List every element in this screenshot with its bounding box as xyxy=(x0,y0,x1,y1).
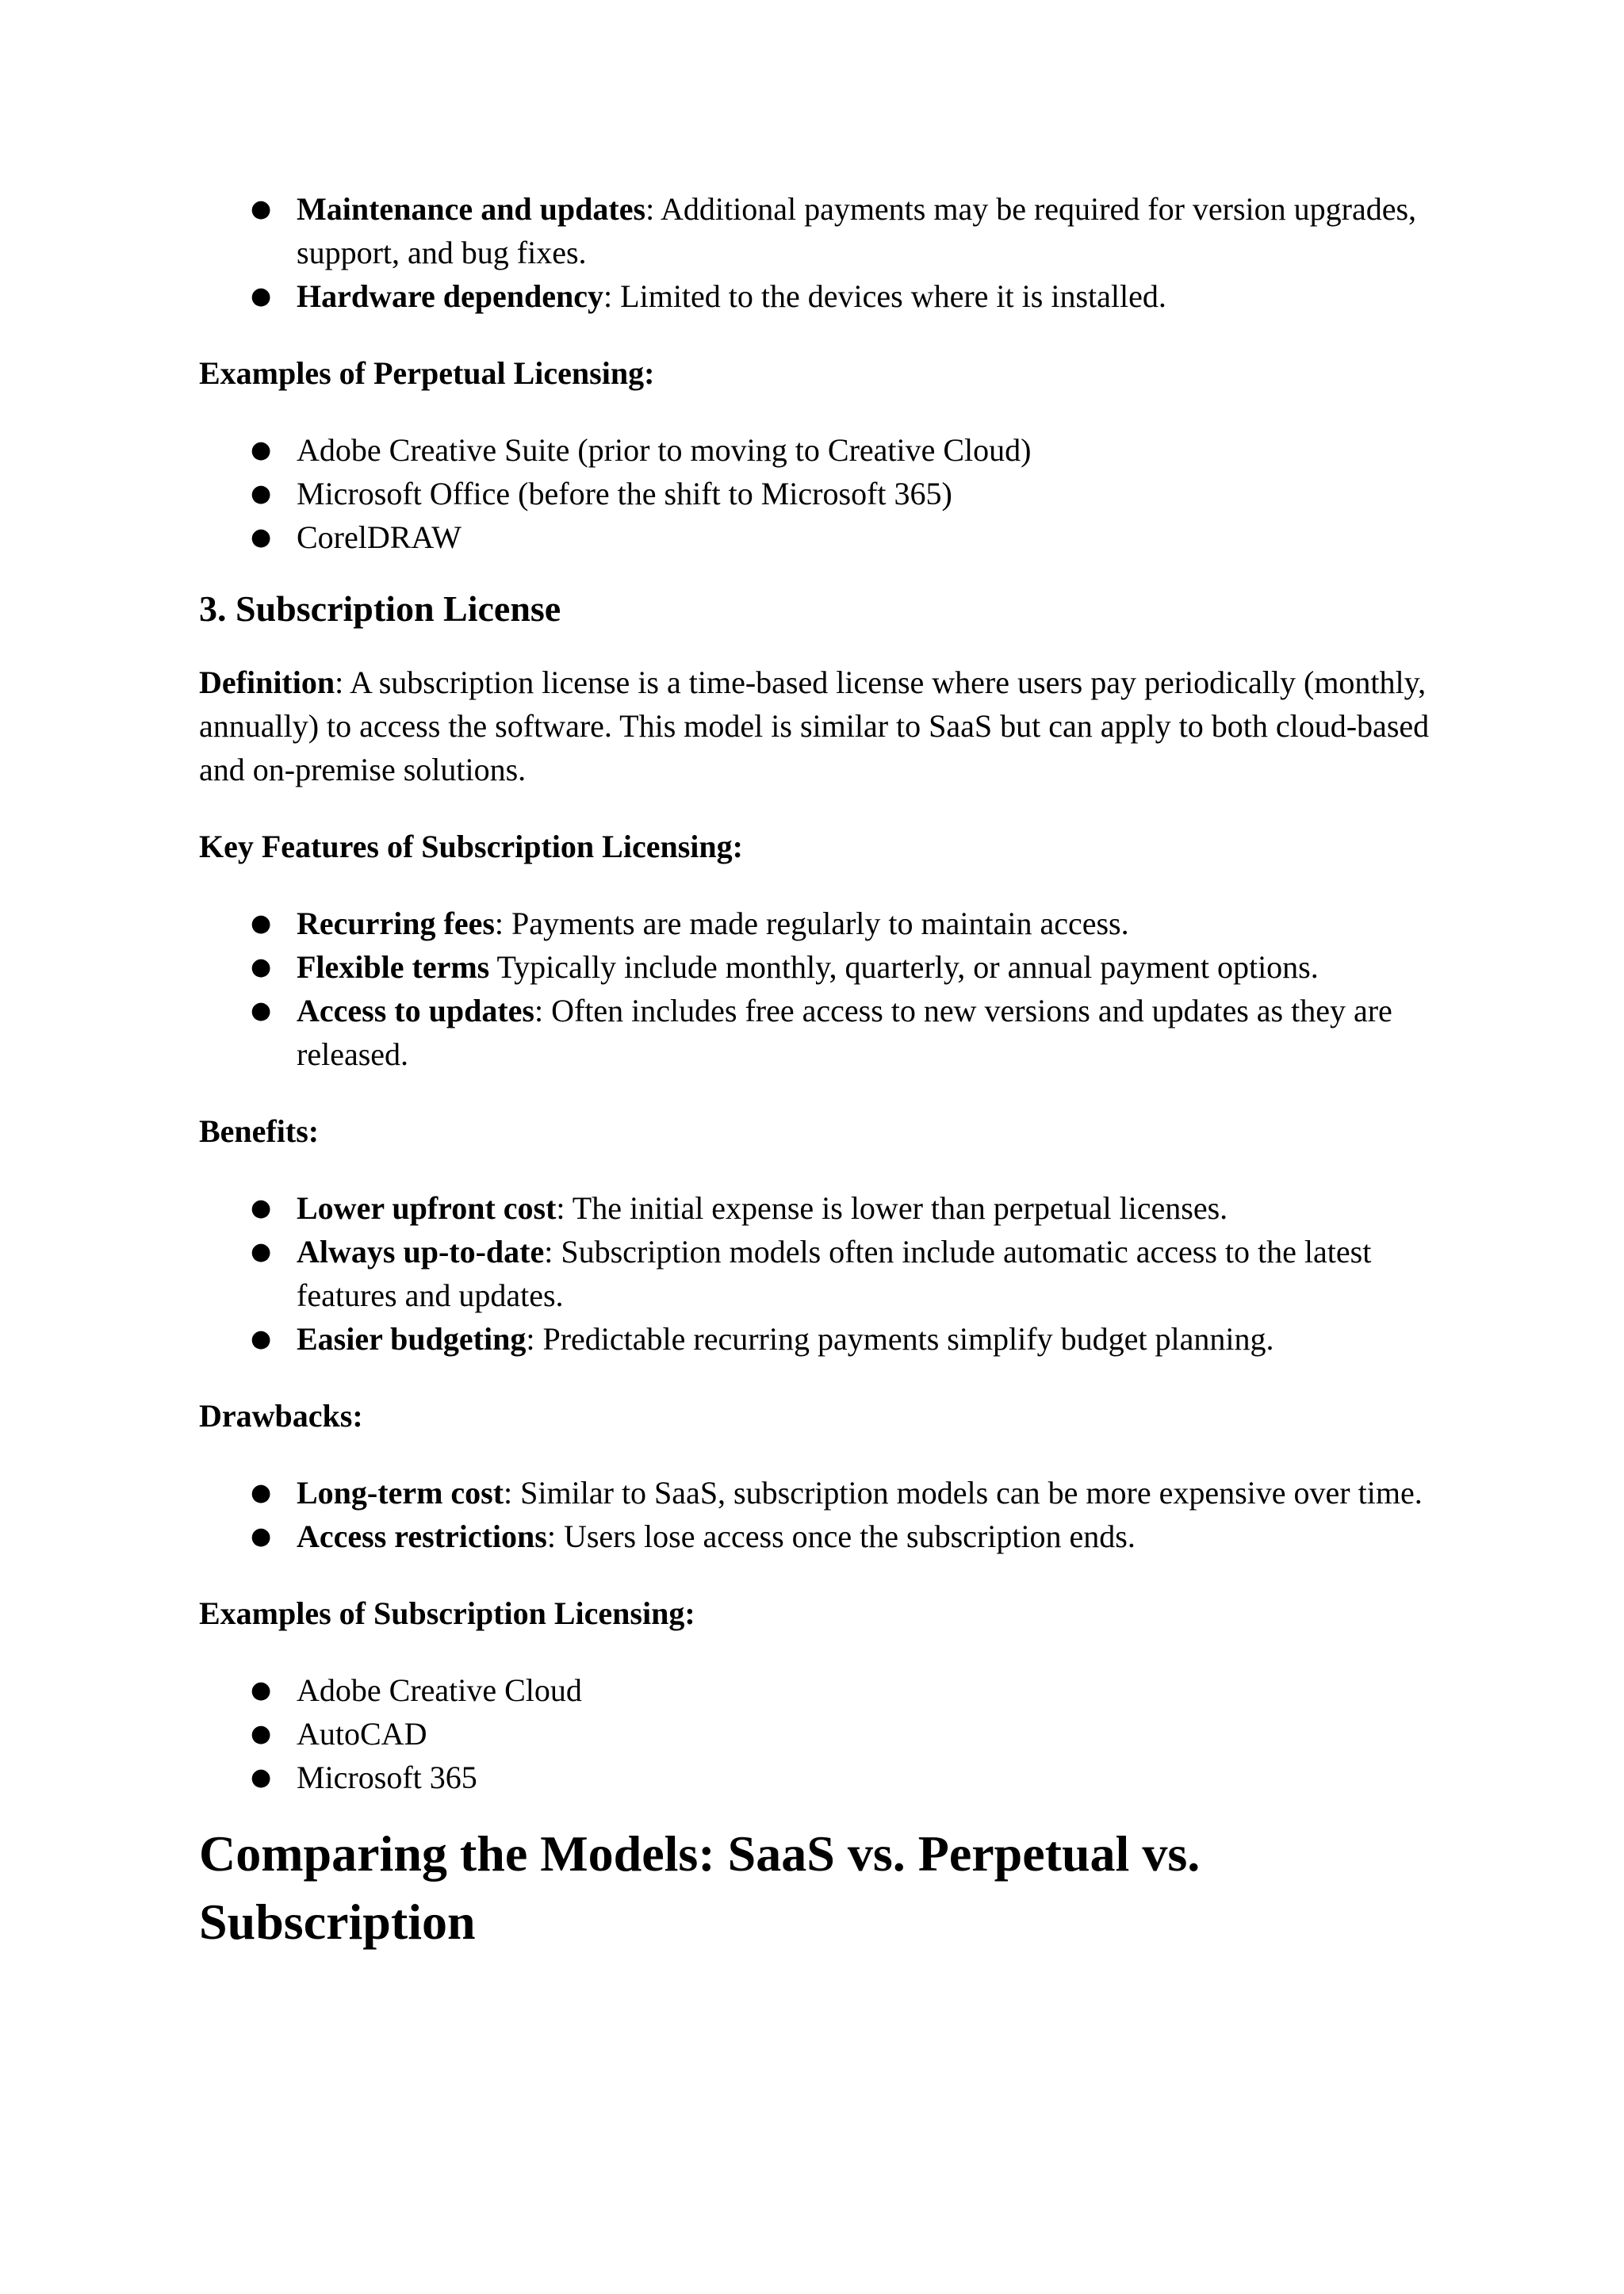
list-item xyxy=(199,1515,1436,1558)
item-term: Lower upfront cost xyxy=(297,1190,557,1226)
bullet-icon: ● xyxy=(251,1522,272,1550)
item-separator: : xyxy=(645,191,661,227)
item-term: Always up-to-date xyxy=(297,1234,545,1270)
list-item xyxy=(199,989,1436,1076)
benefits-heading: Benefits: xyxy=(199,1113,320,1149)
bullet-icon: ● xyxy=(251,997,272,1024)
drawbacks-list xyxy=(199,1471,1436,1558)
subscription-definition xyxy=(199,661,1436,791)
item-separator: : xyxy=(534,993,552,1028)
list-item xyxy=(199,515,1436,559)
item-term: Access to updates xyxy=(297,993,534,1028)
list-item xyxy=(199,187,1436,274)
bullet-icon: ● xyxy=(251,1764,272,1791)
item-text: CorelDRAW xyxy=(297,519,462,555)
bullet-icon: ● xyxy=(251,282,272,310)
item-term: Recurring fees xyxy=(297,906,495,941)
item-separator: : xyxy=(526,1321,543,1357)
bullet-icon: ● xyxy=(251,523,272,551)
definition-text: : A subscription license is a time-based license where users pay periodically (monthly, annually) to access the software. This model is similar to SaaS but can apply to both cloud-based and on-premise solutions. xyxy=(199,664,1430,787)
list-item xyxy=(199,472,1436,515)
item-term: Easier budgeting xyxy=(297,1321,527,1357)
list-item xyxy=(199,945,1436,989)
list-item xyxy=(199,1471,1436,1515)
list-item xyxy=(199,1668,1436,1712)
item-text: Microsoft Office (before the shift to Microsoft 365) xyxy=(297,476,952,511)
drawbacks-heading: Drawbacks: xyxy=(199,1398,363,1434)
subscription-examples-heading: Examples of Subscription Licensing: xyxy=(199,1595,695,1631)
item-term: Long-term cost xyxy=(297,1475,504,1511)
bullet-icon: ● xyxy=(251,1676,272,1704)
list-item xyxy=(199,1712,1436,1756)
list-item xyxy=(199,1756,1436,1799)
list-item xyxy=(199,1230,1436,1317)
document-page xyxy=(199,187,1436,1956)
list-item xyxy=(199,1317,1436,1361)
item-text: Predictable recurring payments simplify budget planning. xyxy=(542,1321,1274,1357)
bullet-icon: ● xyxy=(251,480,272,507)
list-item xyxy=(199,1186,1436,1230)
bullet-icon: ● xyxy=(251,436,272,464)
item-separator: : xyxy=(504,1475,521,1511)
item-text: Limited to the devices where it is installed. xyxy=(620,278,1166,314)
item-term: Hardware dependency xyxy=(297,278,604,314)
item-term: Maintenance and updates xyxy=(297,191,646,227)
item-text: Typically include monthly, quarterly, or annual payment options. xyxy=(496,949,1319,985)
item-text: Microsoft 365 xyxy=(297,1760,477,1795)
list-item xyxy=(199,428,1436,472)
bullet-icon: ● xyxy=(251,910,272,937)
definition-term: Definition xyxy=(199,664,335,700)
item-separator xyxy=(489,949,496,985)
features-list xyxy=(199,902,1436,1076)
bullet-icon: ● xyxy=(251,1479,272,1507)
bullet-icon: ● xyxy=(251,1325,272,1353)
item-term: Flexible terms xyxy=(297,949,490,985)
bullet-icon: ● xyxy=(251,1720,272,1748)
subscription-examples-list xyxy=(199,1668,1436,1799)
item-separator: : xyxy=(544,1234,561,1270)
features-heading: Key Features of Subscription Licensing: xyxy=(199,829,743,864)
item-text: Adobe Creative Suite (prior to moving to Creative Cloud) xyxy=(297,432,1032,468)
item-text: Additional payments may be required for version upgrades, support, and bug fixes. xyxy=(297,191,1417,270)
bullet-icon: ● xyxy=(251,1194,272,1222)
item-separator: : xyxy=(603,278,621,314)
item-separator: : xyxy=(494,906,512,941)
item-text: Similar to SaaS, subscription models can be more expensive over time. xyxy=(520,1475,1423,1511)
item-term: Access restrictions xyxy=(297,1518,547,1554)
comparison-heading: Comparing the Models: SaaS vs. Perpetual vs. Subscription xyxy=(199,1825,1201,1950)
item-text: Payments are made regularly to maintain access. xyxy=(511,906,1129,941)
benefits-list xyxy=(199,1186,1436,1361)
item-text: The initial expense is lower than perpetual licenses. xyxy=(572,1190,1228,1226)
list-item xyxy=(199,902,1436,945)
item-separator: : xyxy=(546,1518,564,1554)
item-separator: : xyxy=(556,1190,573,1226)
item-text: AutoCAD xyxy=(297,1716,427,1752)
bullet-icon: ● xyxy=(251,1238,272,1266)
item-text: Users lose access once the subscription ends. xyxy=(563,1518,1136,1554)
list-item xyxy=(199,274,1436,318)
item-text: Adobe Creative Cloud xyxy=(297,1672,582,1708)
perpetual-examples-list xyxy=(199,428,1436,559)
bullet-icon: ● xyxy=(251,953,272,981)
perpetual-examples-heading: Examples of Perpetual Licensing: xyxy=(199,355,655,391)
item-text: Often includes free access to new versions and updates as they are released. xyxy=(297,993,1392,1072)
subscription-section-heading: 3. Subscription License xyxy=(199,588,561,629)
bullet-icon: ● xyxy=(251,195,272,223)
item-text: Subscription models often include automatic access to the latest features and updates. xyxy=(297,1234,1372,1313)
perpetual-drawbacks-list xyxy=(199,187,1436,318)
